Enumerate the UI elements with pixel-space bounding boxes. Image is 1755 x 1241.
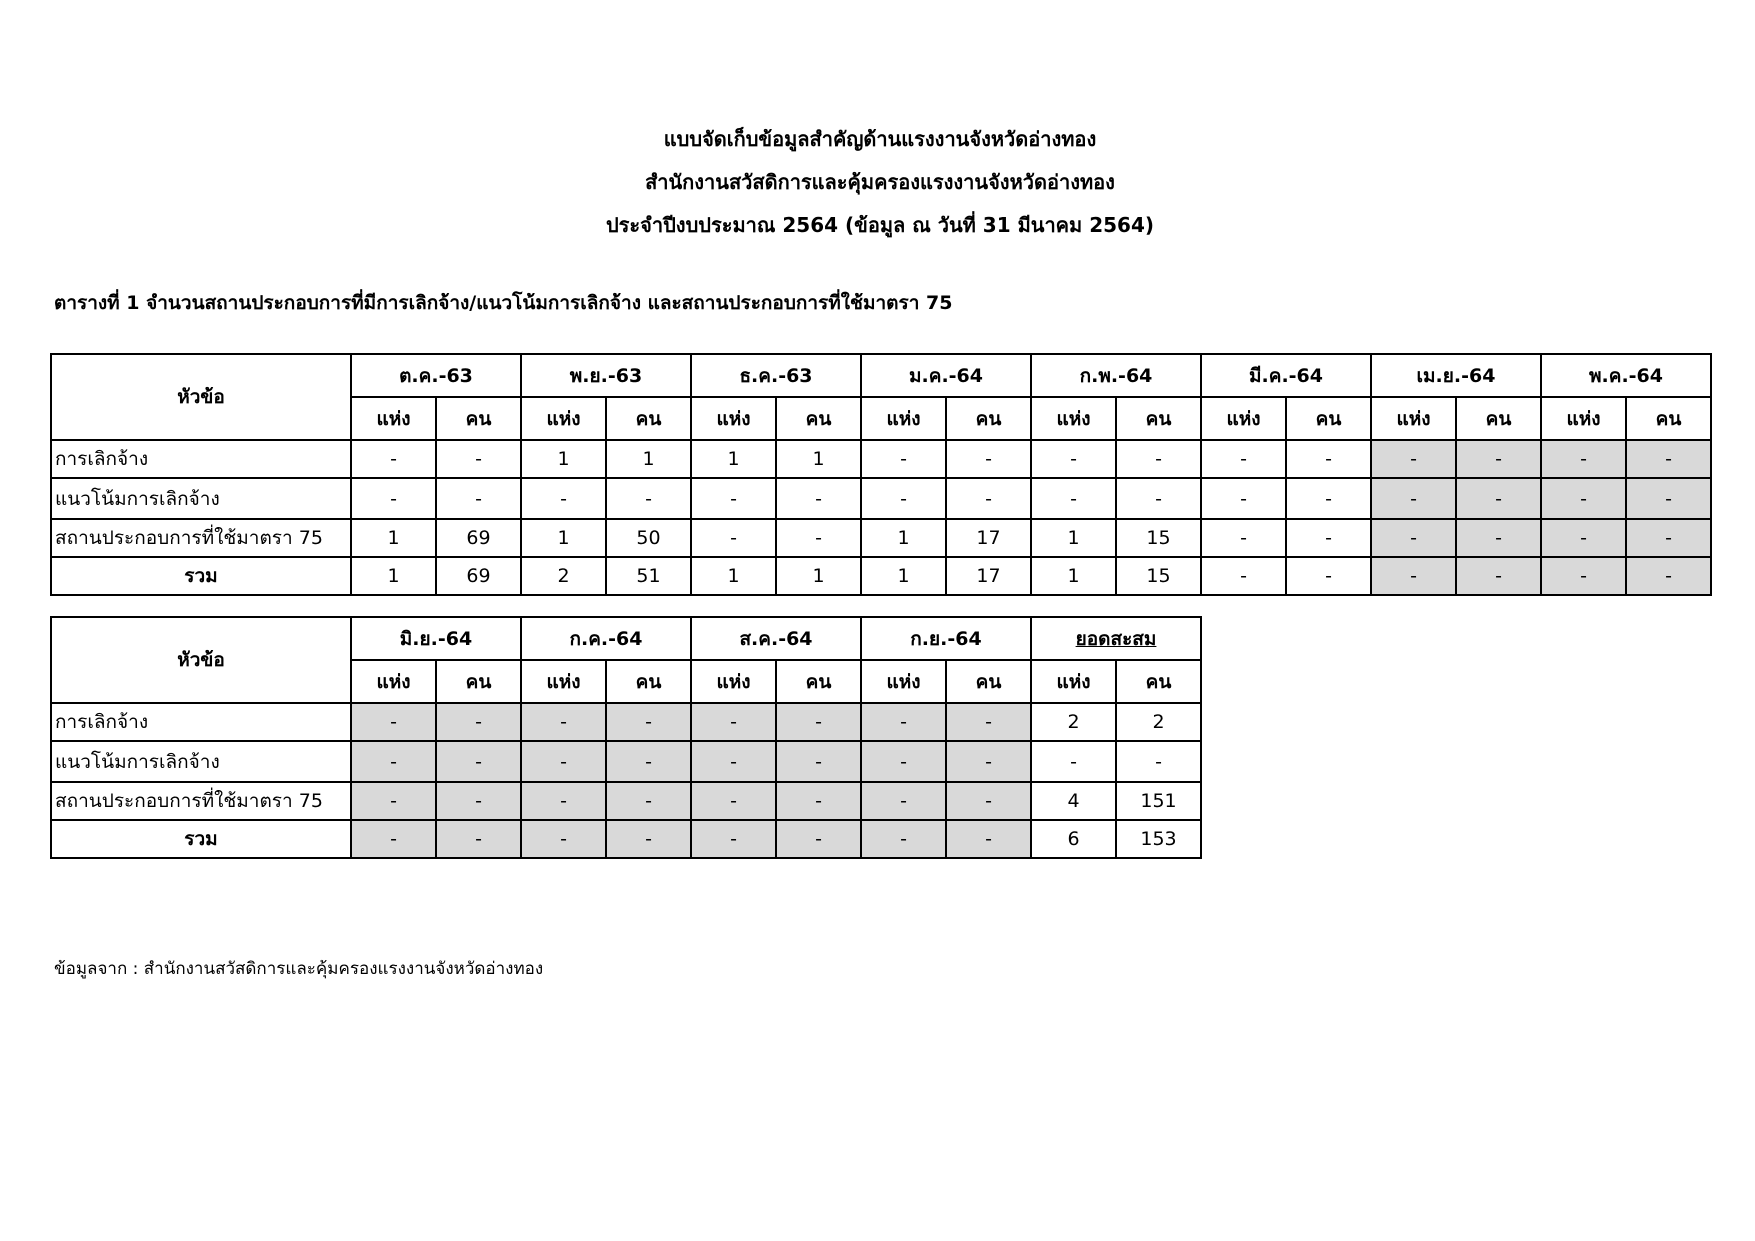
unit-place-header: แห่ง: [691, 660, 776, 703]
value-cell: -: [436, 741, 521, 782]
unit-person-header: คน: [1116, 660, 1201, 703]
row-label: การเลิกจ้าง: [51, 440, 351, 478]
unit-place-header: แห่ง: [1031, 660, 1116, 703]
value-cell: 1: [521, 519, 606, 557]
topic-header: หัวข้อ: [51, 354, 351, 440]
value-cell: 1: [1031, 557, 1116, 595]
value-cell: -: [1626, 557, 1711, 595]
value-cell: -: [1456, 478, 1541, 519]
table-row: [51, 782, 1201, 820]
value-cell: 1: [351, 557, 436, 595]
value-cell: -: [351, 478, 436, 519]
value-cell: 1: [606, 440, 691, 478]
value-cell: -: [776, 820, 861, 858]
value-cell: -: [1201, 519, 1286, 557]
value-cell: -: [351, 440, 436, 478]
month-header: ก.พ.-64: [1031, 354, 1201, 397]
value-cell: 1: [776, 557, 861, 595]
source-note: ข้อมูลจาก : สำนักงานสวัสดิการและคุ้มครองแรงงานจังหวัดอ่างทอง: [54, 959, 544, 979]
value-cell: -: [1541, 557, 1626, 595]
value-cell: 17: [946, 557, 1031, 595]
value-cell: -: [691, 519, 776, 557]
value-cell: 1: [776, 440, 861, 478]
value-cell: -: [1116, 440, 1201, 478]
unit-person-header: คน: [776, 660, 861, 703]
value-cell: -: [436, 782, 521, 820]
value-cell: -: [436, 820, 521, 858]
value-cell: -: [1541, 478, 1626, 519]
month-header: ม.ค.-64: [861, 354, 1031, 397]
cumulative-label: ยอดสะสม: [1075, 627, 1157, 650]
value-cell: 1: [691, 440, 776, 478]
value-cell: -: [521, 782, 606, 820]
value-cell: -: [1031, 440, 1116, 478]
value-cell: 69: [436, 519, 521, 557]
unit-person-header: คน: [946, 660, 1031, 703]
value-cell: -: [1541, 440, 1626, 478]
value-cell: -: [606, 478, 691, 519]
unit-place-header: แห่ง: [521, 660, 606, 703]
value-cell: -: [1286, 519, 1371, 557]
value-cell: -: [436, 703, 521, 741]
unit-person-header: คน: [606, 660, 691, 703]
document-header: [105, 118, 1655, 247]
value-cell: -: [776, 782, 861, 820]
value-cell: 1: [691, 557, 776, 595]
value-cell: 4: [1031, 782, 1116, 820]
value-cell: 2: [1031, 703, 1116, 741]
value-cell: -: [1116, 741, 1201, 782]
unit-person-header: คน: [606, 397, 691, 440]
value-cell: 1: [1031, 519, 1116, 557]
table-row: [51, 741, 1201, 782]
value-cell: -: [1371, 478, 1456, 519]
value-cell: -: [946, 820, 1031, 858]
value-cell: -: [1286, 478, 1371, 519]
table-row: [51, 557, 1711, 595]
value-cell: -: [1626, 519, 1711, 557]
title-line-1: แบบจัดเก็บข้อมูลสำคัญด้านแรงงานจังหวัดอ่างทอง: [663, 127, 1097, 151]
value-cell: 15: [1116, 519, 1201, 557]
table-row: [51, 703, 1201, 741]
month-header: ธ.ค.-63: [691, 354, 861, 397]
value-cell: 153: [1116, 820, 1201, 858]
value-cell: -: [691, 820, 776, 858]
value-cell: -: [1456, 440, 1541, 478]
value-cell: 1: [861, 519, 946, 557]
title-line-2: สำนักงานสวัสดิการและคุ้มครองแรงงานจังหวัดอ่างทอง: [645, 170, 1115, 194]
unit-person-header: คน: [946, 397, 1031, 440]
unit-place-header: แห่ง: [351, 660, 436, 703]
value-cell: -: [606, 820, 691, 858]
month-header: ต.ค.-63: [351, 354, 521, 397]
value-cell: -: [861, 703, 946, 741]
unit-person-header: คน: [1456, 397, 1541, 440]
unit-person-header: คน: [1626, 397, 1711, 440]
value-cell: -: [606, 741, 691, 782]
value-cell: -: [861, 741, 946, 782]
unit-place-header: แห่ง: [351, 397, 436, 440]
row-label: การเลิกจ้าง: [51, 703, 351, 741]
value-cell: -: [351, 741, 436, 782]
value-cell: -: [1541, 519, 1626, 557]
value-cell: -: [1201, 440, 1286, 478]
value-cell: -: [606, 782, 691, 820]
value-cell: -: [1116, 478, 1201, 519]
row-label: แนวโน้มการเลิกจ้าง: [51, 741, 351, 782]
unit-person-header: คน: [436, 397, 521, 440]
table-row: [51, 519, 1711, 557]
title-line-3: ประจำปีงบประมาณ 2564 (ข้อมูล ณ วันที่ 31 มีนาคม 2564): [605, 213, 1155, 237]
unit-place-header: แห่ง: [861, 397, 946, 440]
value-cell: -: [351, 703, 436, 741]
unit-place-header: แห่ง: [691, 397, 776, 440]
value-cell: -: [1456, 519, 1541, 557]
value-cell: -: [1286, 440, 1371, 478]
unit-person-header: คน: [436, 660, 521, 703]
value-cell: -: [691, 703, 776, 741]
value-cell: -: [946, 478, 1031, 519]
value-cell: -: [946, 741, 1031, 782]
table-2: [50, 616, 1202, 859]
table-row: [51, 440, 1711, 478]
month-header: ก.ย.-64: [861, 617, 1031, 660]
value-cell: -: [861, 820, 946, 858]
value-cell: -: [691, 741, 776, 782]
total-label: รวม: [51, 557, 351, 595]
value-cell: -: [521, 741, 606, 782]
value-cell: -: [1031, 741, 1116, 782]
table-1: [50, 353, 1712, 596]
month-header: เม.ย.-64: [1371, 354, 1541, 397]
value-cell: 17: [946, 519, 1031, 557]
value-cell: 151: [1116, 782, 1201, 820]
value-cell: -: [521, 703, 606, 741]
value-cell: -: [1286, 557, 1371, 595]
value-cell: -: [351, 782, 436, 820]
month-header: มิ.ย.-64: [351, 617, 521, 660]
value-cell: -: [691, 782, 776, 820]
row-label: สถานประกอบการที่ใช้มาตรา 75: [51, 782, 351, 820]
value-cell: 1: [521, 440, 606, 478]
value-cell: 50: [606, 519, 691, 557]
value-cell: -: [1371, 519, 1456, 557]
unit-place-header: แห่ง: [521, 397, 606, 440]
value-cell: -: [776, 519, 861, 557]
value-cell: -: [1456, 557, 1541, 595]
month-header: ส.ค.-64: [691, 617, 861, 660]
value-cell: -: [606, 703, 691, 741]
value-cell: -: [1031, 478, 1116, 519]
value-cell: -: [1201, 557, 1286, 595]
value-cell: 51: [606, 557, 691, 595]
value-cell: -: [946, 703, 1031, 741]
value-cell: -: [1626, 478, 1711, 519]
value-cell: 1: [861, 557, 946, 595]
value-cell: 6: [1031, 820, 1116, 858]
total-label: รวม: [51, 820, 351, 858]
unit-person-header: คน: [776, 397, 861, 440]
table-row: [51, 820, 1201, 858]
value-cell: 15: [1116, 557, 1201, 595]
month-header: มี.ค.-64: [1201, 354, 1371, 397]
value-cell: -: [776, 478, 861, 519]
unit-person-header: คน: [1286, 397, 1371, 440]
value-cell: -: [521, 820, 606, 858]
value-cell: -: [1371, 440, 1456, 478]
value-cell: -: [436, 440, 521, 478]
value-cell: 1: [351, 519, 436, 557]
unit-place-header: แห่ง: [1031, 397, 1116, 440]
value-cell: -: [946, 782, 1031, 820]
value-cell: -: [1201, 478, 1286, 519]
cumulative-header: [1031, 617, 1201, 660]
value-cell: 69: [436, 557, 521, 595]
unit-place-header: แห่ง: [1201, 397, 1286, 440]
value-cell: -: [776, 741, 861, 782]
value-cell: -: [861, 478, 946, 519]
month-header: ก.ค.-64: [521, 617, 691, 660]
value-cell: -: [1371, 557, 1456, 595]
value-cell: 2: [1116, 703, 1201, 741]
month-header: พ.ค.-64: [1541, 354, 1711, 397]
value-cell: 2: [521, 557, 606, 595]
table-caption: ตารางที่ 1 จำนวนสถานประกอบการที่มีการเลิกจ้าง/แนวโน้มการเลิกจ้าง และสถานประกอบการที่ใช้มาตรา 75: [54, 292, 953, 314]
unit-place-header: แห่ง: [1371, 397, 1456, 440]
row-label: สถานประกอบการที่ใช้มาตรา 75: [51, 519, 351, 557]
value-cell: -: [691, 478, 776, 519]
value-cell: -: [861, 440, 946, 478]
value-cell: -: [776, 703, 861, 741]
month-header: พ.ย.-63: [521, 354, 691, 397]
value-cell: -: [861, 782, 946, 820]
value-cell: -: [946, 440, 1031, 478]
topic-header: หัวข้อ: [51, 617, 351, 703]
unit-place-header: แห่ง: [861, 660, 946, 703]
value-cell: -: [1626, 440, 1711, 478]
value-cell: -: [351, 820, 436, 858]
table-row: [51, 478, 1711, 519]
row-label: แนวโน้มการเลิกจ้าง: [51, 478, 351, 519]
value-cell: -: [521, 478, 606, 519]
value-cell: -: [436, 478, 521, 519]
unit-place-header: แห่ง: [1541, 397, 1626, 440]
unit-person-header: คน: [1116, 397, 1201, 440]
